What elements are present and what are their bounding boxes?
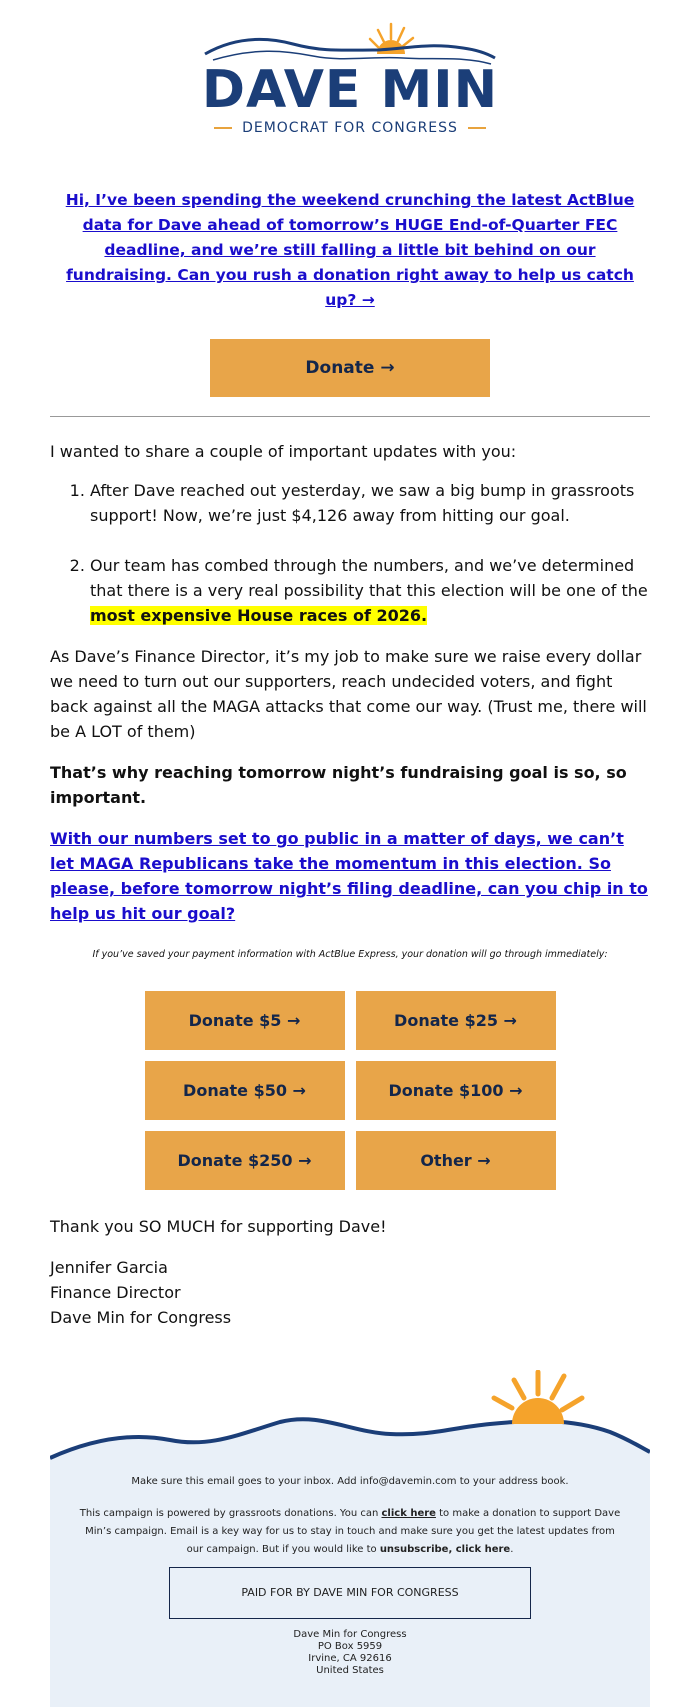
- highlighted-text: most expensive House races of 2026.: [90, 606, 428, 625]
- donate-100-button[interactable]: Donate $100 →: [356, 1061, 556, 1120]
- logo-tagline: [50, 120, 650, 136]
- signature-name: Jennifer Garcia: [50, 1258, 168, 1277]
- intro-paragraph: [50, 188, 650, 313]
- intro-donate-link[interactable]: Hi, I’ve been spending the weekend crunching the latest ActBlue data for Dave ahead of tomorrow’s HUGE End-of-Quarter FEC deadline, and we’re still falling a little bit behind on our fundraising. Can you rush a donation right away to help us catch up? →: [65, 191, 635, 309]
- updates-list: [50, 478, 650, 628]
- footer-wave-art: [50, 1370, 650, 1469]
- donate-other-button[interactable]: Other →: [356, 1131, 556, 1190]
- appeal-donate-link[interactable]: With our numbers set to go public in a matter of days, we can’t let MAGA Republicans take the momentum in this election. So please, before tomorrow night’s filing deadline, can you chip in to help us hit our goal?: [50, 829, 648, 923]
- signature-org: Dave Min for Congress: [50, 1308, 232, 1327]
- list-item: 1. After Dave reached out yesterday, we saw a big bump in grassroots support! Now, we’re just $4,126 away from hitting our goal.: [90, 478, 650, 528]
- footer: [50, 1469, 650, 1707]
- powered-by-text-3: .: [510, 1544, 514, 1555]
- powered-by-text-2: to make a donation to support Dave Min’s campaign. Email is a key way for us to stay in touch and make sure you get the latest updates from our campaign. But if you would like to: [85, 1508, 621, 1555]
- logo-name: DAVE MIN: [201, 60, 499, 120]
- appeal-paragraph: [50, 826, 650, 926]
- updates-intro: I wanted to share a couple of important updates with you:: [50, 442, 517, 461]
- logo: [50, 0, 650, 160]
- mailing-address: [50, 1629, 650, 1677]
- inbox-note: Make sure this email goes to your inbox. Add info@davemin.com to your address book.: [131, 1476, 569, 1487]
- signature-title: Finance Director: [50, 1283, 181, 1302]
- donate-button[interactable]: Donate →: [210, 339, 490, 397]
- finance-director-paragraph: As Dave’s Finance Director, it’s my job to make sure we raise every dollar we need to turn out our supporters, reach undecided voters, and fight back against all the MAGA attacks that come our way. (Trust me, there will be A LOT of them): [50, 647, 647, 741]
- divider: [50, 416, 650, 417]
- logo-tagline-text: DEMOCRAT FOR CONGRESS: [242, 120, 458, 136]
- footer-donate-link[interactable]: click here: [381, 1508, 436, 1519]
- list-item: [90, 553, 650, 628]
- powered-by-text: This campaign is powered by grassroots donations. You can: [79, 1508, 382, 1519]
- thanks-line: Thank you SO MUCH for supporting Dave!: [50, 1217, 387, 1236]
- address-line: United States: [316, 1665, 384, 1676]
- wave-sun-icon: [50, 1370, 650, 1469]
- powered-by-note: [77, 1505, 623, 1559]
- donate-25-button[interactable]: Donate $25 →: [356, 991, 556, 1050]
- donate-50-button[interactable]: Donate $50 →: [145, 1061, 345, 1120]
- paid-for-disclaimer: PAID FOR BY DAVE MIN FOR CONGRESS: [169, 1567, 531, 1619]
- donate-5-button[interactable]: Donate $5 →: [145, 991, 345, 1050]
- actblue-express-note: If you’ve saved your payment information with ActBlue Express, your donation will go through immediately:: [92, 949, 608, 960]
- address-line: PO Box 5959: [317, 1641, 383, 1652]
- donate-250-button[interactable]: Donate $250 →: [145, 1131, 345, 1190]
- unsubscribe-link[interactable]: unsubscribe, click here: [379, 1544, 511, 1555]
- address-line: Irvine, CA 92616: [308, 1653, 392, 1664]
- signature: [50, 1255, 650, 1330]
- donation-amount-grid: [145, 991, 556, 1190]
- goal-paragraph: That’s why reaching tomorrow night’s fundraising goal is so, so important.: [50, 763, 627, 807]
- email-body: [50, 0, 650, 1707]
- address-line: Dave Min for Congress: [293, 1629, 407, 1640]
- list-item-text: Our team has combed through the numbers, and we’ve determined that there is a very real possibility that this election will be one of the: [90, 556, 648, 600]
